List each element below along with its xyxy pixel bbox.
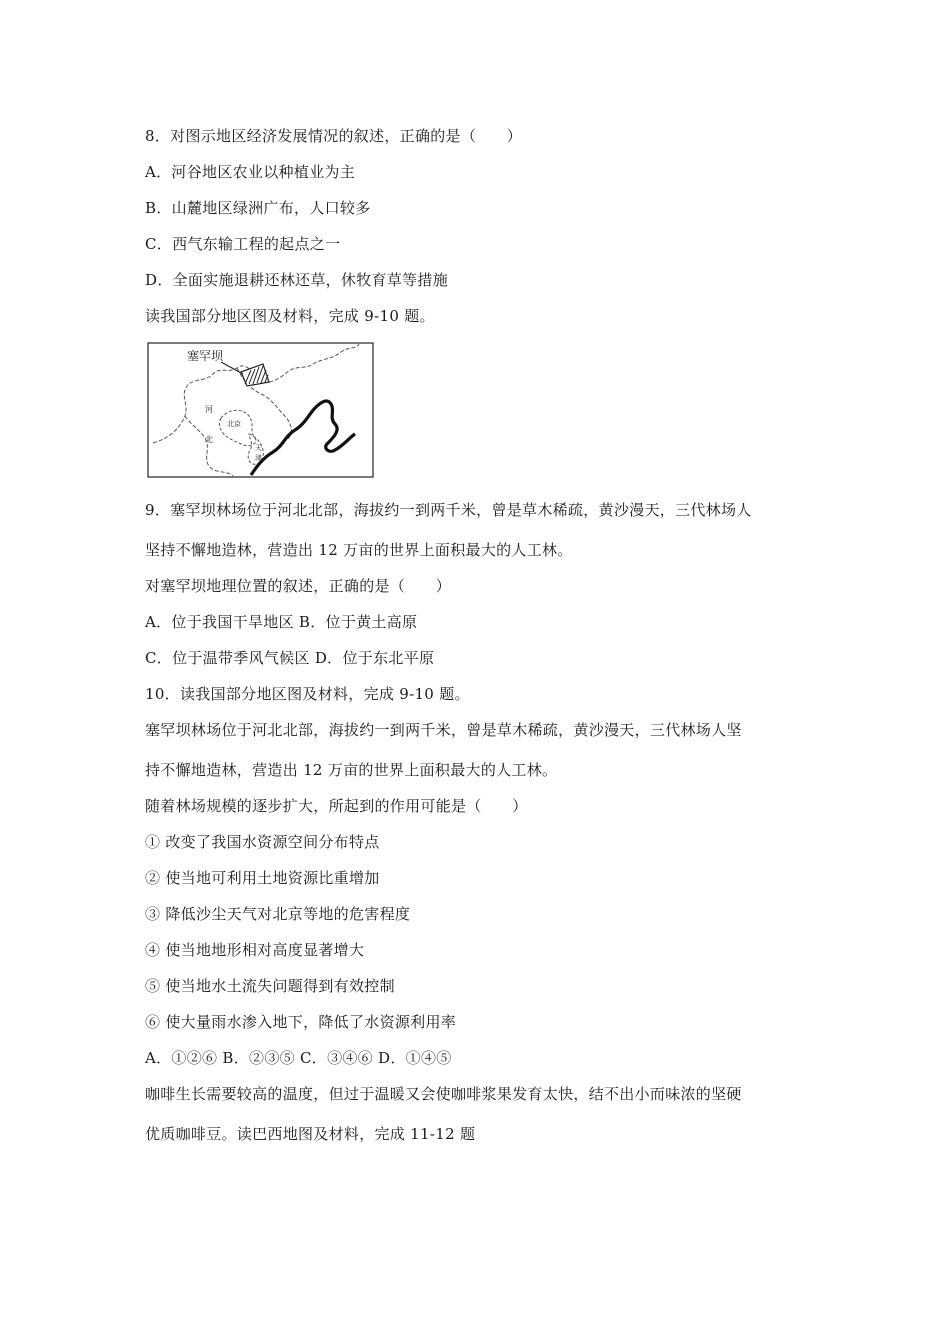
map-label-bei: 北 bbox=[205, 435, 213, 444]
q8-option-c: C．西气东输工程的起点之一 bbox=[145, 235, 341, 253]
q10-item-1: ① 改变了我国水资源空间分布特点 bbox=[145, 833, 380, 851]
q10-item-5: ⑤ 使当地水土流失问题得到有效控制 bbox=[145, 977, 395, 995]
intro-9-10: 读我国部分地区图及材料，完成 9-10 题。 bbox=[145, 307, 435, 325]
q10-material-line-2: 持不懈地造林，营造出 12 万亩的世界上面积最大的人工林。 bbox=[145, 761, 558, 779]
q10-item-3: ③ 降低沙尘天气对北京等地的危害程度 bbox=[145, 905, 411, 923]
intro-11-12-line-2: 优质咖啡豆。读巴西地图及材料，完成 11-12 题 bbox=[145, 1125, 476, 1143]
q10-stem: 随着林场规模的逐步扩大，所起到的作用可能是（ ） bbox=[145, 797, 528, 815]
region-map-figure bbox=[145, 338, 377, 480]
q8-option-d: D．全面实施退耕还林还草，休牧育草等措施 bbox=[145, 271, 449, 289]
q10-item-4: ④ 使当地地形相对高度显著增大 bbox=[145, 941, 365, 959]
q8-stem: 8．对图示地区经济发展情况的叙述，正确的是（ ） bbox=[145, 127, 523, 145]
q10-intro: 10．读我国部分地区图及材料，完成 9-10 题。 bbox=[145, 685, 470, 703]
intro-11-12-line-1: 咖啡生长需要较高的温度，但过于温暖又会使咖啡浆果发育太快，结不出小而味浓的坚硬 bbox=[145, 1085, 742, 1103]
q9-stem: 对塞罕坝地理位置的叙述，正确的是（ ） bbox=[145, 577, 452, 595]
q8-option-a: A．河谷地区农业以种植业为主 bbox=[145, 163, 356, 181]
q10-item-2: ② 使当地可利用土地资源比重增加 bbox=[145, 869, 380, 887]
map-label-he: 河 bbox=[205, 405, 213, 414]
q9-material-line-1: 9．塞罕坝林场位于河北北部，海拔约一到两千米，曾是草木稀疏，黄沙漫天，三代林场人 bbox=[145, 501, 752, 519]
map-label-saihanba: 塞罕坝 bbox=[187, 349, 224, 363]
q8-option-b: B．山麓地区绿洲广布，人口较多 bbox=[145, 199, 371, 217]
q10-material-line-1: 塞罕坝林场位于河北北部，海拔约一到两千米，曾是草木稀疏，黄沙漫天，三代林场人坚 bbox=[145, 721, 742, 739]
q9-material-line-2: 坚持不懈地造林，营造出 12 万亩的世界上面积最大的人工林。 bbox=[145, 541, 573, 559]
q9-options-row-2: C．位于温带季风气候区 D．位于东北平原 bbox=[145, 649, 435, 667]
map-label-beijing: 北京 bbox=[227, 420, 241, 428]
q9-options-row-1: A．位于我国干旱地区 B．位于黄土高原 bbox=[145, 613, 418, 631]
map-label-tianjin-2: 津 bbox=[255, 454, 262, 462]
map-label-tianjin-1: 天 bbox=[255, 444, 262, 452]
q10-item-6: ⑥ 使大量雨水渗入地下，降低了水资源利用率 bbox=[145, 1013, 457, 1031]
q10-options: A．①②⑥ B．②③⑤ C．③④⑥ D．①④⑤ bbox=[145, 1049, 452, 1067]
